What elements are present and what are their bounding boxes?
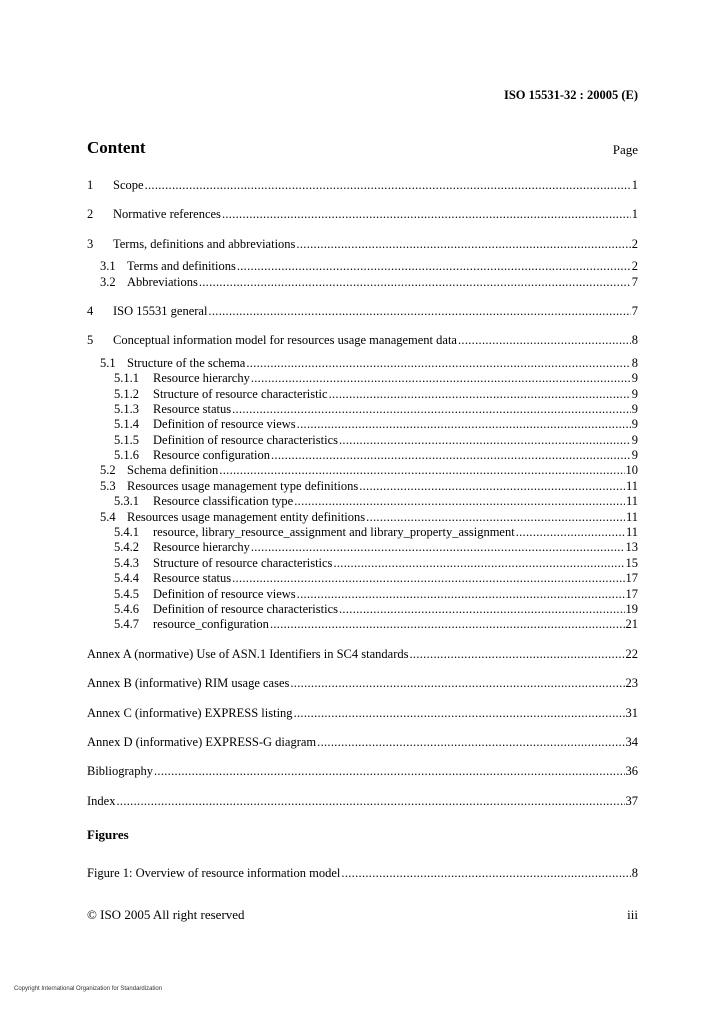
- toc-entry-page: 37: [625, 793, 638, 808]
- toc-entry[interactable]: [87, 617, 638, 632]
- toc-entry-page: 15: [625, 555, 638, 570]
- leader-dots: [199, 275, 631, 290]
- toc-entry-title: Resource status: [153, 401, 232, 416]
- toc-entry[interactable]: [87, 333, 638, 348]
- footer-page-number: iii: [627, 907, 638, 922]
- toc-entry-number: 3.1: [100, 259, 116, 274]
- leader-dots: [366, 510, 625, 525]
- toc-entry-title: Index: [87, 793, 116, 808]
- toc-entry-number: 3: [87, 236, 94, 251]
- toc-entry-page: 9: [631, 448, 638, 463]
- toc-entry-page: 36: [625, 764, 638, 779]
- leader-dots: [339, 433, 631, 448]
- toc-entry-number: 5.1.1: [114, 371, 139, 386]
- toc-entry-page: 9: [631, 432, 638, 447]
- toc-entry[interactable]: [87, 602, 638, 617]
- toc-entry-title: Resources usage management type definitions: [127, 478, 359, 493]
- leader-dots: [329, 387, 631, 402]
- leader-dots: [270, 617, 625, 632]
- leader-dots: [294, 706, 625, 721]
- toc-entry-title: Definition of resource characteristics: [153, 601, 338, 616]
- toc-entry-title: Normative references: [113, 207, 221, 222]
- leader-dots: [145, 178, 631, 193]
- toc-entry-page: 2: [631, 236, 638, 251]
- toc-entry-page: 1: [631, 207, 638, 222]
- toc-entry-title: Structure of resource characteristics: [153, 555, 333, 570]
- toc-entry-page: 8: [631, 333, 638, 348]
- leader-dots: [339, 602, 625, 617]
- toc-entry-page: 21: [625, 617, 638, 632]
- toc-entry-number: 5.2: [100, 463, 116, 478]
- toc-entry[interactable]: [87, 237, 638, 252]
- toc-entry-number: 5.3: [100, 478, 116, 493]
- leader-dots: [219, 463, 624, 478]
- leader-dots: [154, 764, 625, 779]
- toc-entry-title: Definition of resource characteristics: [153, 432, 338, 447]
- toc-entry-page: 9: [631, 417, 638, 432]
- toc-entry[interactable]: [87, 387, 638, 402]
- toc-entry-number: 5.4.5: [114, 586, 139, 601]
- footer-copyright: © ISO 2005 All right reserved: [87, 907, 245, 922]
- toc-entry[interactable]: [87, 178, 638, 193]
- leader-dots: [341, 866, 630, 881]
- leader-dots: [222, 207, 631, 222]
- toc-entry-number: 5.4.2: [114, 540, 139, 555]
- toc-entry-number: 5.4.1: [114, 525, 139, 540]
- leader-dots: [232, 571, 624, 586]
- toc-entry-page: 11: [625, 509, 638, 524]
- toc-entry-title: ISO 15531 general: [113, 303, 208, 318]
- toc-entry-title: Structure of the schema: [127, 355, 246, 370]
- leader-dots: [208, 304, 630, 319]
- toc-entry-number: 5: [87, 333, 94, 348]
- toc-entry-title: Annex D (informative) EXPRESS-G diagram: [87, 734, 317, 749]
- leader-dots: [297, 417, 631, 432]
- toc-entry[interactable]: [87, 706, 638, 721]
- figure-entry-page: 8: [631, 866, 638, 880]
- toc-entry[interactable]: [87, 647, 638, 662]
- toc-entry-page: 17: [625, 586, 638, 601]
- leader-dots: [290, 676, 624, 691]
- leader-dots: [297, 587, 625, 602]
- leader-dots: [296, 237, 630, 252]
- toc-entry-number: 5.4: [100, 509, 116, 524]
- toc-entry-page: 13: [625, 540, 638, 555]
- toc-entry-page: 31: [625, 705, 638, 720]
- toc-entry-title: Terms and definitions: [127, 259, 236, 274]
- leader-dots: [409, 647, 624, 662]
- toc-entry-page: 9: [631, 371, 638, 386]
- leader-dots: [237, 259, 631, 274]
- toc-entry-page: 11: [625, 478, 638, 493]
- toc-title: Content: [87, 138, 146, 157]
- toc-entry-number: 3.2: [100, 274, 116, 289]
- toc-entry-page: 8: [631, 355, 638, 370]
- toc-entry[interactable]: [87, 207, 638, 222]
- toc-entry-number: 5.1: [100, 355, 116, 370]
- toc-entry[interactable]: [87, 402, 638, 417]
- toc-entry[interactable]: [87, 259, 638, 274]
- toc-entry-number: 5.3.1: [114, 494, 139, 509]
- toc-entry[interactable]: [87, 525, 638, 540]
- toc-entry-page: 19: [625, 601, 638, 616]
- toc-entry[interactable]: [87, 417, 638, 432]
- leader-dots: [333, 556, 624, 571]
- toc-entry-number: 5.1.4: [114, 417, 139, 432]
- toc-entry-title: Structure of resource characteristic: [153, 386, 328, 401]
- toc-entry-title: Resources usage management entity definitions: [127, 509, 366, 524]
- toc-entry[interactable]: [87, 556, 638, 571]
- toc-entry-title: Scope: [113, 178, 144, 192]
- toc-entry-page: 1: [631, 178, 638, 192]
- toc-entry-title: Resource classification type: [153, 494, 294, 509]
- toc-entry-page: 9: [631, 386, 638, 401]
- leader-dots: [458, 333, 631, 348]
- toc-entry-title: Definition of resource views: [153, 586, 296, 601]
- toc-entry-title: Schema definition: [127, 463, 219, 478]
- toc-entry-title: Definition of resource views: [153, 417, 296, 432]
- toc-entry-page: 7: [631, 303, 638, 318]
- leader-dots: [251, 371, 631, 386]
- leader-dots: [271, 448, 631, 463]
- toc-entry[interactable]: [87, 676, 638, 691]
- leader-dots: [359, 479, 625, 494]
- toc-entry[interactable]: [87, 735, 638, 750]
- toc-entry[interactable]: [87, 540, 638, 555]
- toc-entry-number: 2: [87, 207, 94, 222]
- toc-entry[interactable]: [87, 448, 638, 463]
- toc-entry-page: 10: [625, 463, 638, 478]
- toc-entry[interactable]: [87, 433, 638, 448]
- toc-entry-page: 9: [631, 401, 638, 416]
- figures-title: Figures: [87, 827, 129, 842]
- toc-entry-number: 1: [87, 178, 94, 192]
- toc-entry[interactable]: [87, 479, 638, 494]
- toc-entry-page: 17: [625, 571, 638, 586]
- leader-dots: [516, 525, 625, 540]
- toc-entry-page: 34: [625, 734, 638, 749]
- toc-entry-title: Annex C (informative) EXPRESS listing: [87, 705, 293, 720]
- leader-dots: [251, 540, 625, 555]
- toc-entry[interactable]: [87, 571, 638, 586]
- toc-entry[interactable]: [87, 356, 638, 371]
- toc-entry-title: Resource configuration: [153, 448, 270, 463]
- toc-entry-page: 23: [625, 676, 638, 691]
- toc-entry[interactable]: [87, 510, 638, 525]
- toc-entry-title: Resource hierarchy: [153, 371, 250, 386]
- toc-entry-title: Bibliography: [87, 764, 153, 779]
- figure-entry[interactable]: [87, 866, 638, 881]
- toc-entry-title: resource, library_resource_assignment and library_property_assignment: [153, 525, 515, 540]
- toc-entry-title: Resource status: [153, 571, 232, 586]
- toc-entry-number: 4: [87, 303, 94, 318]
- toc-entry-page: 11: [625, 494, 638, 509]
- toc-entry[interactable]: [87, 794, 638, 809]
- leader-dots: [294, 494, 625, 509]
- toc-entry[interactable]: [87, 463, 638, 478]
- toc-entry-number: 5.1.3: [114, 401, 139, 416]
- toc-entry[interactable]: [87, 764, 638, 779]
- leader-dots: [246, 356, 630, 371]
- toc-entry-number: 5.4.3: [114, 555, 139, 570]
- toc-entry-title: Annex A (normative) Use of ASN.1 Identifiers in SC4 standards: [87, 646, 409, 661]
- document-id: ISO 15531-32 : 20005 (E): [503, 88, 638, 102]
- toc-entry-number: 5.4.7: [114, 617, 139, 632]
- toc-entry-number: 5.4.4: [114, 571, 139, 586]
- toc-entry-page: 22: [625, 646, 638, 661]
- table-of-contents: [87, 178, 638, 809]
- toc-entry[interactable]: [87, 304, 638, 319]
- toc-entry-title: Annex B (informative) RIM usage cases: [87, 676, 290, 691]
- toc-entry-page: 2: [631, 259, 638, 274]
- leader-dots: [317, 735, 624, 750]
- toc-entry-title: Conceptual information model for resources usage management data: [113, 333, 457, 348]
- leader-dots: [232, 402, 631, 417]
- figure-entry-title: Figure 1: Overview of resource information model: [87, 866, 341, 880]
- toc-entry-number: 5.1.2: [114, 386, 139, 401]
- toc-entry-title: Terms, definitions and abbreviations: [113, 236, 296, 251]
- toc-entry[interactable]: [87, 587, 638, 602]
- toc-entry[interactable]: [87, 275, 638, 290]
- toc-entry-title: Resource hierarchy: [153, 540, 250, 555]
- toc-entry-title: Abbreviations: [127, 274, 198, 289]
- toc-entry-number: 5.4.6: [114, 601, 139, 616]
- leader-dots: [116, 794, 624, 809]
- toc-entry[interactable]: [87, 494, 638, 509]
- toc-entry[interactable]: [87, 371, 638, 386]
- toc-entry-number: 5.1.5: [114, 432, 139, 447]
- toc-page-label: Page: [612, 142, 638, 157]
- toc-entry-title: resource_configuration: [153, 617, 269, 632]
- toc-entry-page: 11: [625, 525, 638, 540]
- toc-entry-page: 7: [631, 274, 638, 289]
- bottom-copyright-notice: Copyright International Organization for Standardization: [14, 986, 163, 992]
- toc-entry-number: 5.1.6: [114, 448, 139, 463]
